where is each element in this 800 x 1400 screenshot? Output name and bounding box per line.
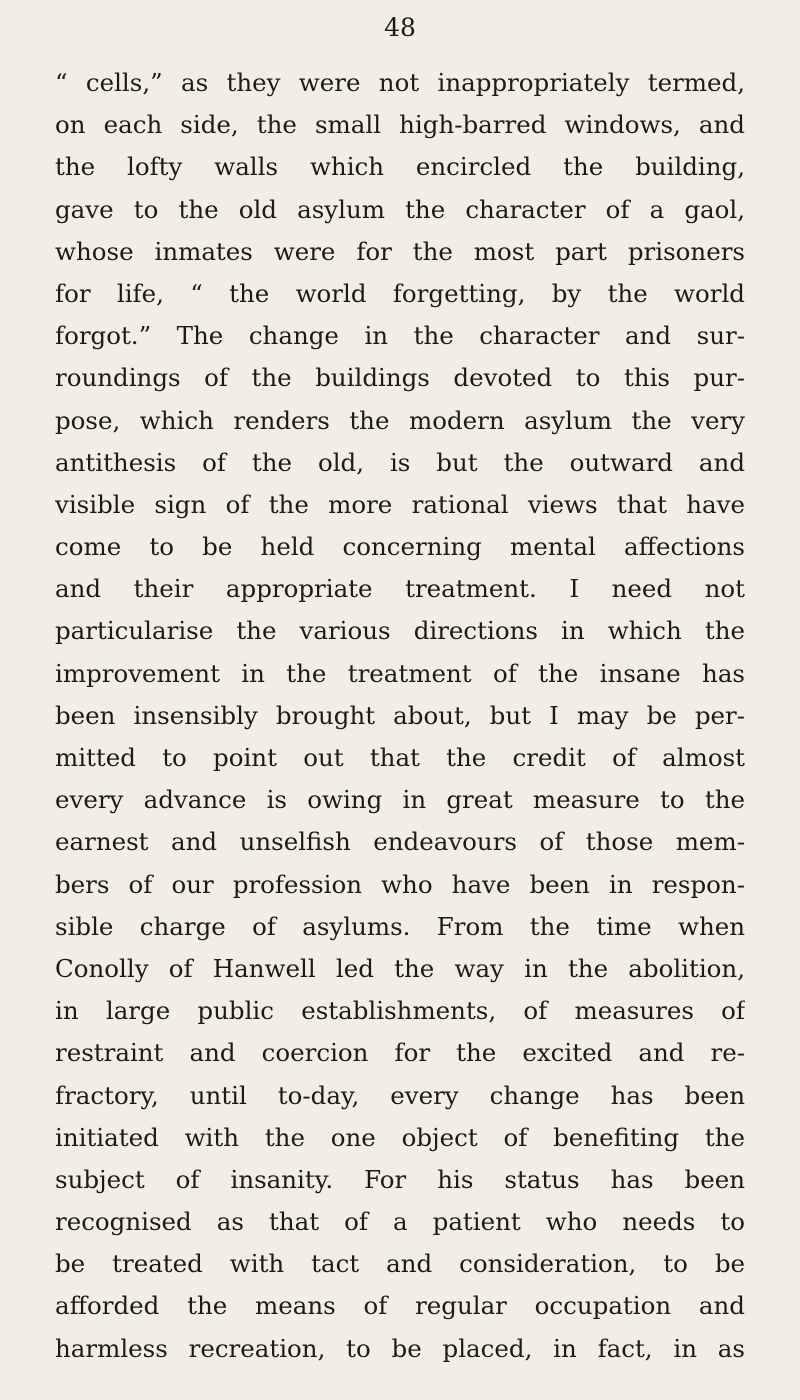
text-line: mitted to point out that the credit of almost bbox=[55, 743, 745, 772]
text-line: every advance is owing in great measure to the bbox=[55, 785, 745, 815]
text-line: come to be held concerning mental affections bbox=[55, 532, 745, 562]
text-line: harmless recreation, to be placed, in fact, in as bbox=[55, 1333, 745, 1363]
text-line: whose inmates were for the most part prisoners bbox=[55, 236, 745, 266]
text-line: forgot.” The change in the character and sur- bbox=[55, 321, 745, 351]
text-line: antithesis of the old, is but the outward and bbox=[55, 447, 745, 477]
text-line: bers of our profession who have been in respon- bbox=[55, 869, 745, 899]
text-line: restraint and coercion for the excited and re- bbox=[55, 1038, 745, 1068]
text-line: in large public establishments, of measures of bbox=[55, 996, 745, 1026]
text-line: improvement in the treatment of the insane has bbox=[55, 658, 745, 688]
text-line: be treated with tact and consideration, to be bbox=[55, 1249, 745, 1279]
text-line: earnest and unselfish endeavours of those mem- bbox=[55, 827, 745, 857]
text-line: afforded the means of regular occupation and bbox=[55, 1291, 745, 1321]
text-line: and their appropriate treatment. I need not bbox=[55, 574, 745, 604]
text-line: particularise the various directions in which the bbox=[55, 616, 745, 646]
text-line: “ cells,” as they were not inappropriately termed, bbox=[55, 68, 745, 97]
text-line: roundings of the buildings devoted to this pur- bbox=[55, 363, 745, 393]
text-line: been insensibly brought about, but I may be per- bbox=[55, 700, 745, 730]
body-text bbox=[55, 62, 745, 1370]
text-line: for life, “ the world forgetting, by the world bbox=[55, 278, 745, 308]
text-line: recognised as that of a patient who needs to bbox=[55, 1207, 745, 1237]
text-line: subject of insanity. For his status has been bbox=[55, 1164, 745, 1194]
text-line: fractory, until to-day, every change has been bbox=[55, 1080, 745, 1110]
text-line: Conolly of Hanwell led the way in the abolition, bbox=[55, 953, 745, 983]
text-line: pose, which renders the modern asylum the very bbox=[55, 405, 745, 435]
text-line: initiated with the one object of benefiting the bbox=[55, 1122, 745, 1152]
text-line: gave to the old asylum the character of a gaol, bbox=[55, 194, 745, 224]
page-number: 48 bbox=[384, 13, 416, 42]
text-line: sible charge of asylums. From the time when bbox=[55, 911, 745, 941]
text-line: the lofty walls which encircled the building, bbox=[55, 152, 745, 182]
text-line: on each side, the small high-barred windows, and bbox=[55, 110, 745, 140]
text-line: visible sign of the more rational views that have bbox=[55, 489, 745, 519]
